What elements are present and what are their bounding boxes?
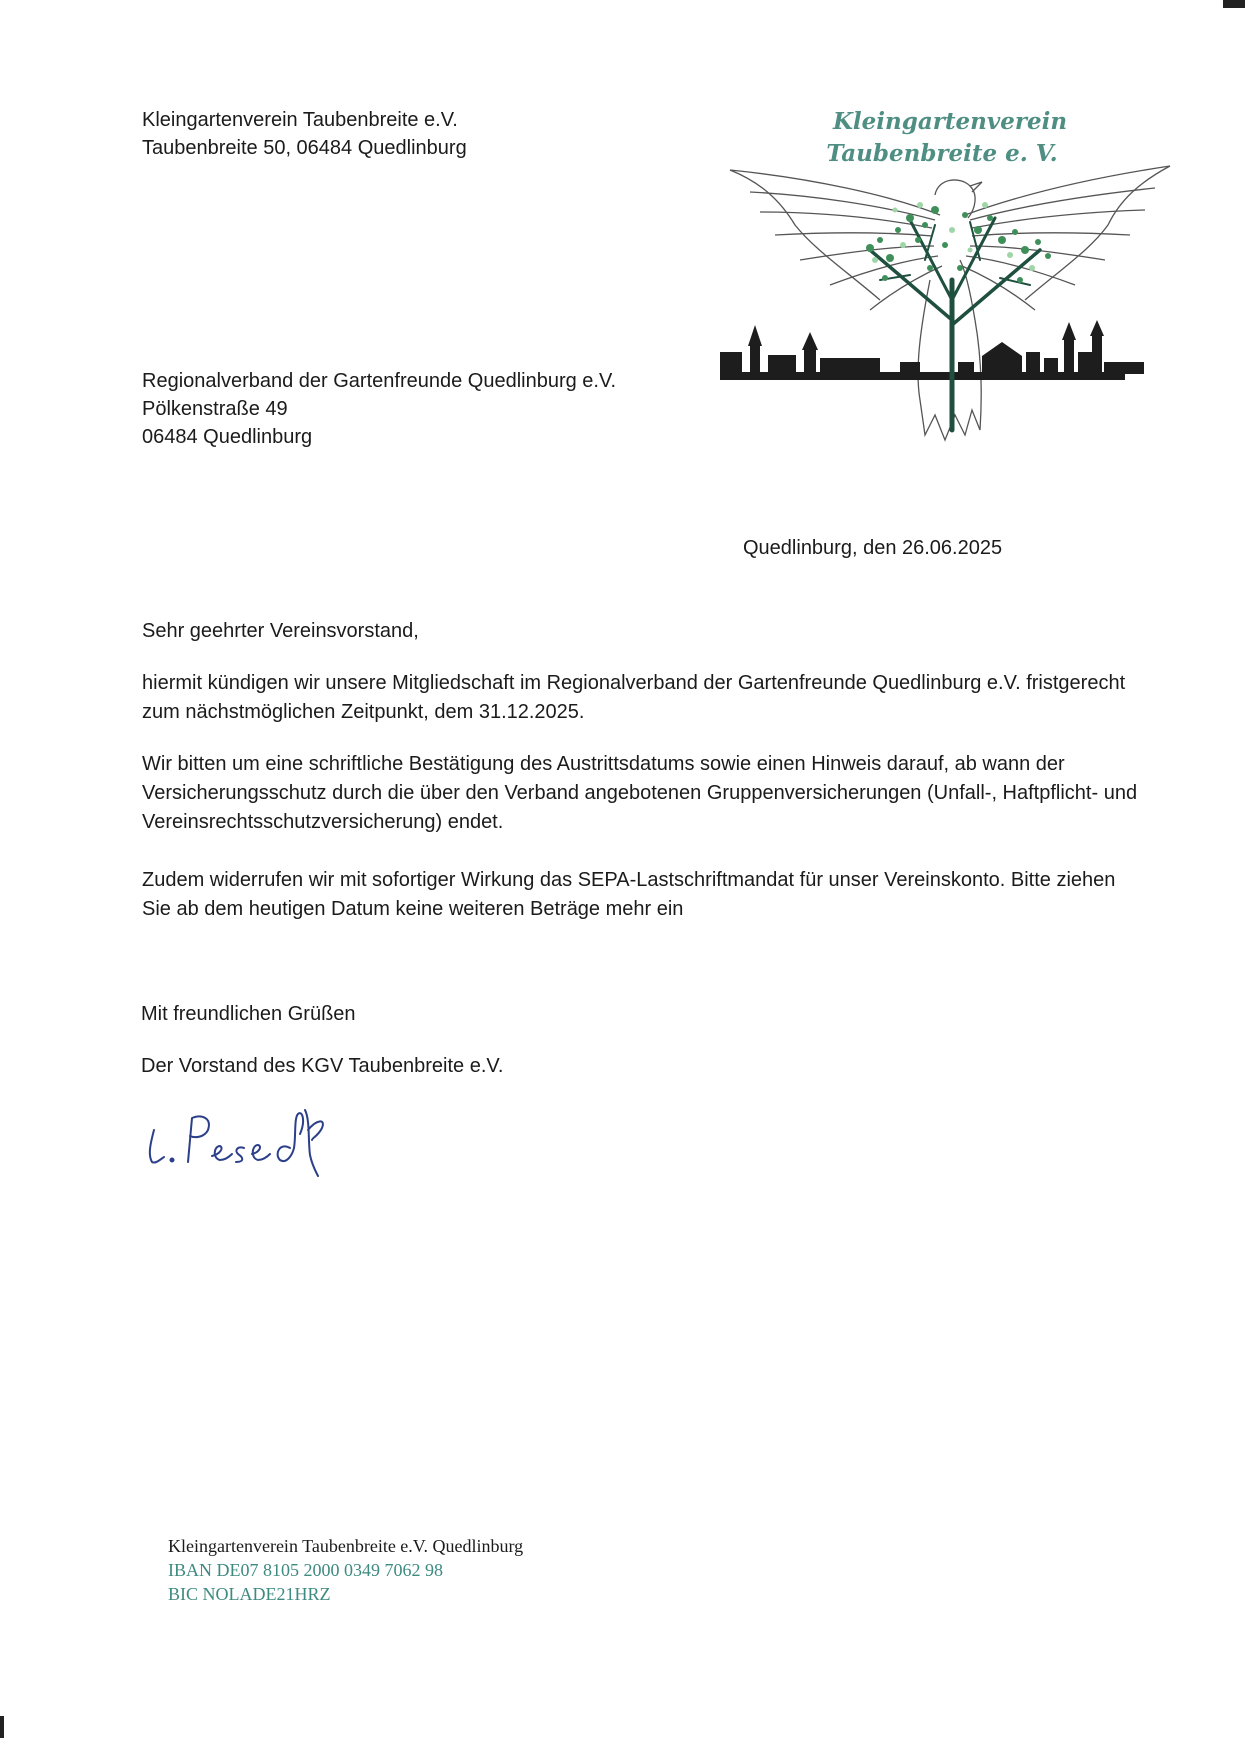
date-line: Quedlinburg, den 26.06.2025 [743, 537, 1003, 559]
footer-org: Kleingartenverein Taubenbreite e.V. Quedlinburg [168, 1536, 524, 1556]
footer-iban: IBAN DE07 8105 2000 0349 7062 98 [168, 1560, 443, 1580]
sender-address [142, 106, 467, 162]
footer-bank-details [168, 1534, 523, 1606]
logo-title-line1: Kleingartenverein [832, 108, 1068, 135]
sender-street: Taubenbreite 50, 06484 Quedlinburg [142, 137, 467, 159]
scan-edge-mark [0, 1716, 4, 1738]
recipient-street: Pölkenstraße 49 [142, 398, 288, 420]
logo-title-line2: Taubenbreite e. V. [826, 140, 1058, 167]
recipient-name: Regionalverband der Gartenfreunde Quedlinburg e.V. [142, 370, 617, 392]
recipient-address [142, 367, 616, 451]
club-logo [720, 100, 1180, 460]
paragraph-confirmation-request: Wir bitten um eine schriftliche Bestätigung des Austrittsdatums sowie einen Hinweis darauf, ab wann der Versicherungsschutz durch die über den Verband angebotenen Gruppenversicherungen (Unfall-, Haftpflicht- und Vereinsrechtsschutzversicherung) endet. [142, 753, 1138, 833]
salutation: Sehr geehrter Vereinsvorstand, [142, 620, 419, 642]
closing: Mit freundlichen Grüßen [141, 1003, 356, 1025]
footer-bic: BIC NOLADE21HRZ [168, 1584, 331, 1604]
recipient-city: 06484 Quedlinburg [142, 426, 313, 448]
board-signatory: Der Vorstand des KGV Taubenbreite e.V. [141, 1055, 504, 1077]
dove-tree-skyline-icon [720, 100, 1180, 460]
scan-edge-mark [1223, 0, 1245, 8]
paragraph-termination: hiermit kündigen wir unsere Mitgliedschaft im Regionalverband der Gartenfreunde Quedlinburg e.V. fristgerecht zum nächstmöglichen Zeitpunkt, dem 31.12.2025. [142, 672, 1126, 723]
handwritten-signature [140, 1100, 340, 1180]
paragraph-sepa-revocation: Zudem widerrufen wir mit sofortiger Wirkung das SEPA-Lastschriftmandat für unser Vereinskonto. Bitte ziehen Sie ab dem heutigen Datum keine weiteren Beträge mehr ein [142, 869, 1116, 920]
sender-name: Kleingartenverein Taubenbreite e.V. [142, 109, 458, 131]
